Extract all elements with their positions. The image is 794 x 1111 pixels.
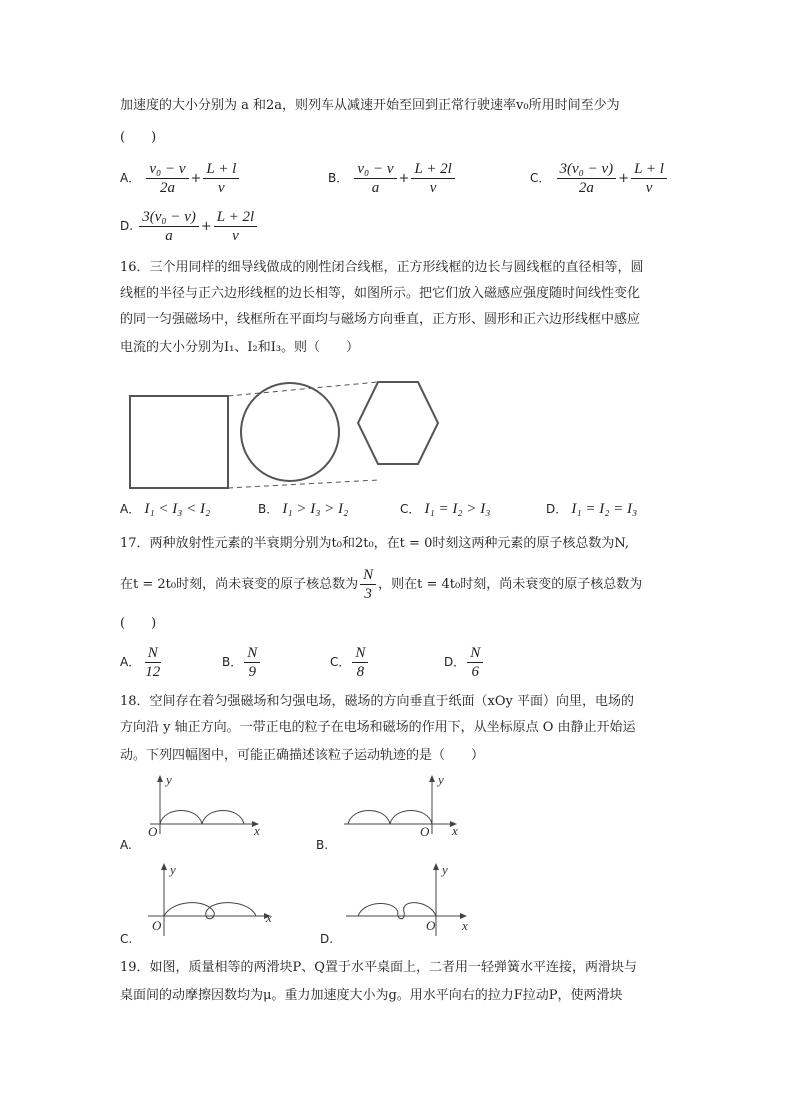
- q16-option-a[interactable]: A． I₁ < I₃ < I₂: [120, 501, 211, 517]
- q16-figure: [120, 370, 450, 490]
- q15-option-d[interactable]: D. $\frac{\text{3(v₀ − v)}}{a}$ + $\frac{L + 2l}{v}$: [120, 208, 259, 245]
- axis-origin-label: O: [420, 824, 430, 839]
- axis-y-label: y: [438, 772, 444, 787]
- axis-x-label: x: [254, 823, 260, 838]
- q17-option-c[interactable]: C． $\frac{N}{8}$: [330, 644, 370, 681]
- q18-line-2: 方向沿 y 轴正方向。一带正电的粒子在电场和磁场的作用下，从坐标原点 O 由静止开始运: [120, 720, 636, 735]
- q17-line-2: 在t = 2t₀时刻，尚未衰变的原子核总数为 $\frac{N}{3}$ ，则在t = 4t₀时刻，尚未衰变的原子核总数为: [120, 567, 643, 602]
- q15-text: 加速度的大小分别为 a 和2a，则列车从减速开始至回到正常行驶速率v₀所用时间至少为: [120, 98, 620, 113]
- axis-x-label: x: [266, 910, 272, 925]
- q19-line-1: 19．如图，质量相等的两滑块P、Q置于水平桌面上，二者用一轻弹簧水平连接，两滑块与: [120, 960, 637, 975]
- q16-option-c[interactable]: C． I₁ = I₂ > I₃: [400, 501, 491, 517]
- axis-y-label: y: [166, 772, 172, 787]
- q17-paren: ( ): [120, 616, 157, 631]
- q17-option-a[interactable]: A． $\frac{N}{12}$: [120, 645, 161, 680]
- q18-graph-b[interactable]: [336, 772, 466, 840]
- q16-line-3: 的同一匀强磁场中，线框所在平面均与磁场方向垂直，正方形、圆形和正六边形线框中感应: [120, 312, 641, 327]
- axis-origin-label: O: [148, 824, 158, 839]
- hexagon-frame: [358, 382, 438, 464]
- q15-option-c[interactable]: C． $\frac{\text{3(v₀ − v)}}{2a}$ + $\frac{L + l}{v}$: [530, 160, 669, 197]
- q18-graph-d[interactable]: [340, 860, 480, 940]
- square-frame: [130, 396, 228, 488]
- q17-option-b[interactable]: B． $\frac{N}{9}$: [222, 644, 262, 681]
- dashed-line: [228, 480, 378, 488]
- q16-option-d[interactable]: D． I₁ = I₂ = I₃: [546, 501, 638, 517]
- q15-paren: ( ): [120, 130, 157, 145]
- axis-y-label: y: [442, 862, 448, 877]
- q16-option-b[interactable]: B． I₁ > I₃ > I₂: [258, 501, 349, 517]
- q18-graph-c[interactable]: [140, 860, 280, 940]
- q16-line-2: 线框的半径与正六边形线框的边长相等，如图所示。把它们放入磁感应强度随时间线性变化: [120, 286, 641, 301]
- axis-origin-label: O: [152, 918, 162, 933]
- q16-line-4: 电流的大小分别为I₁、I₂和I₃。则（ ）: [120, 340, 360, 355]
- q19-line-2: 桌面间的动摩擦因数均为μ。重力加速度大小为g。用水平向右的拉力F拉动P，使两滑块: [120, 988, 623, 1003]
- q18-caption-d: D.: [320, 932, 334, 946]
- circle-frame: [241, 383, 339, 481]
- q17-option-d[interactable]: D． $\frac{N}{6}$: [444, 644, 485, 681]
- axis-origin-label: O: [426, 918, 436, 933]
- q18-line-3: 动。下列四幅图中，可能正确描述该粒子运动轨迹的是（ ）: [120, 748, 485, 763]
- q18-caption-a: A.: [120, 838, 132, 852]
- q18-caption-c: C.: [120, 932, 133, 946]
- axis-y-label: y: [170, 862, 176, 877]
- axis-x-label: x: [452, 823, 458, 838]
- q15-option-a[interactable]: A． $\frac{\text{v₀ − v}}{2a}$ + $\frac{L + l}{v}$: [120, 160, 241, 197]
- q18-graph-a[interactable]: [140, 772, 270, 840]
- axis-x-label: x: [462, 918, 468, 933]
- q16-line-1: 16．三个用同样的细导线做成的刚性闭合线框，正方形线框的边长与圆线框的直径相等，圆: [120, 260, 644, 275]
- q18-caption-b: B.: [316, 838, 329, 852]
- q17-line-1: 17．两种放射性元素的半衰期分别为t₀和2t₀，在t = 0时刻这两种元素的原子核总数为N,: [120, 536, 630, 551]
- q18-line-1: 18．空间存在着匀强磁场和匀强电场，磁场的方向垂直于纸面（xOy 平面）向里，电场的: [120, 694, 635, 709]
- q15-option-b[interactable]: B． $\frac{\text{v₀ − v}}{a}$ + $\frac{L + 2l}{v}$: [328, 160, 457, 197]
